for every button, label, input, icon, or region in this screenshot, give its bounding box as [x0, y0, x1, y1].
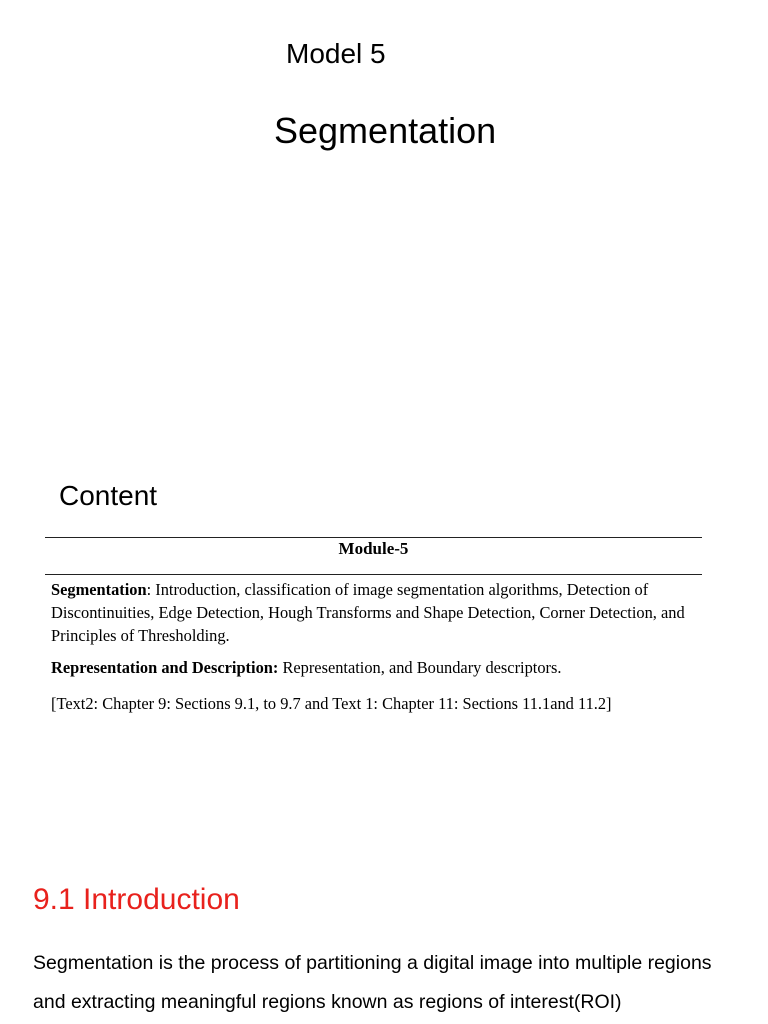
introduction-paragraph: Segmentation is the process of partitioning a digital image into multiple regions and extracting meaningful regions known as regions of interest(ROI) — [33, 952, 712, 1013]
model-title: Model 5 — [286, 38, 386, 69]
syllabus-references: [Text2: Chapter 9: Sections 9.1, to 9.7 and Text 1: Chapter 11: Sections 11.1and 11.2] — [51, 694, 612, 713]
syllabus-segmentation-paragraph — [51, 578, 701, 647]
syllabus-top-rule — [45, 537, 702, 538]
syllabus-representation-text: Representation, and Boundary descriptors. — [278, 658, 562, 677]
syllabus-module-heading: Module-5 — [338, 539, 409, 558]
syllabus-representation-label: Representation and Description: — [51, 658, 279, 677]
document-title: Segmentation — [274, 110, 497, 151]
section-heading: 9.1 Introduction — [33, 883, 240, 916]
syllabus-header-rule — [45, 574, 702, 575]
syllabus-segmentation-label: Segmentation — [51, 580, 147, 599]
syllabus-representation-paragraph — [51, 656, 701, 679]
syllabus-segmentation-text: : Introduction, classification of image segmentation algorithms, Detection of Discontinuities, Edge Detection, Hough Transforms and Shape Detection, Corner Detection, and Principles of Thresholding. — [51, 580, 685, 645]
content-heading: Content — [59, 480, 158, 511]
